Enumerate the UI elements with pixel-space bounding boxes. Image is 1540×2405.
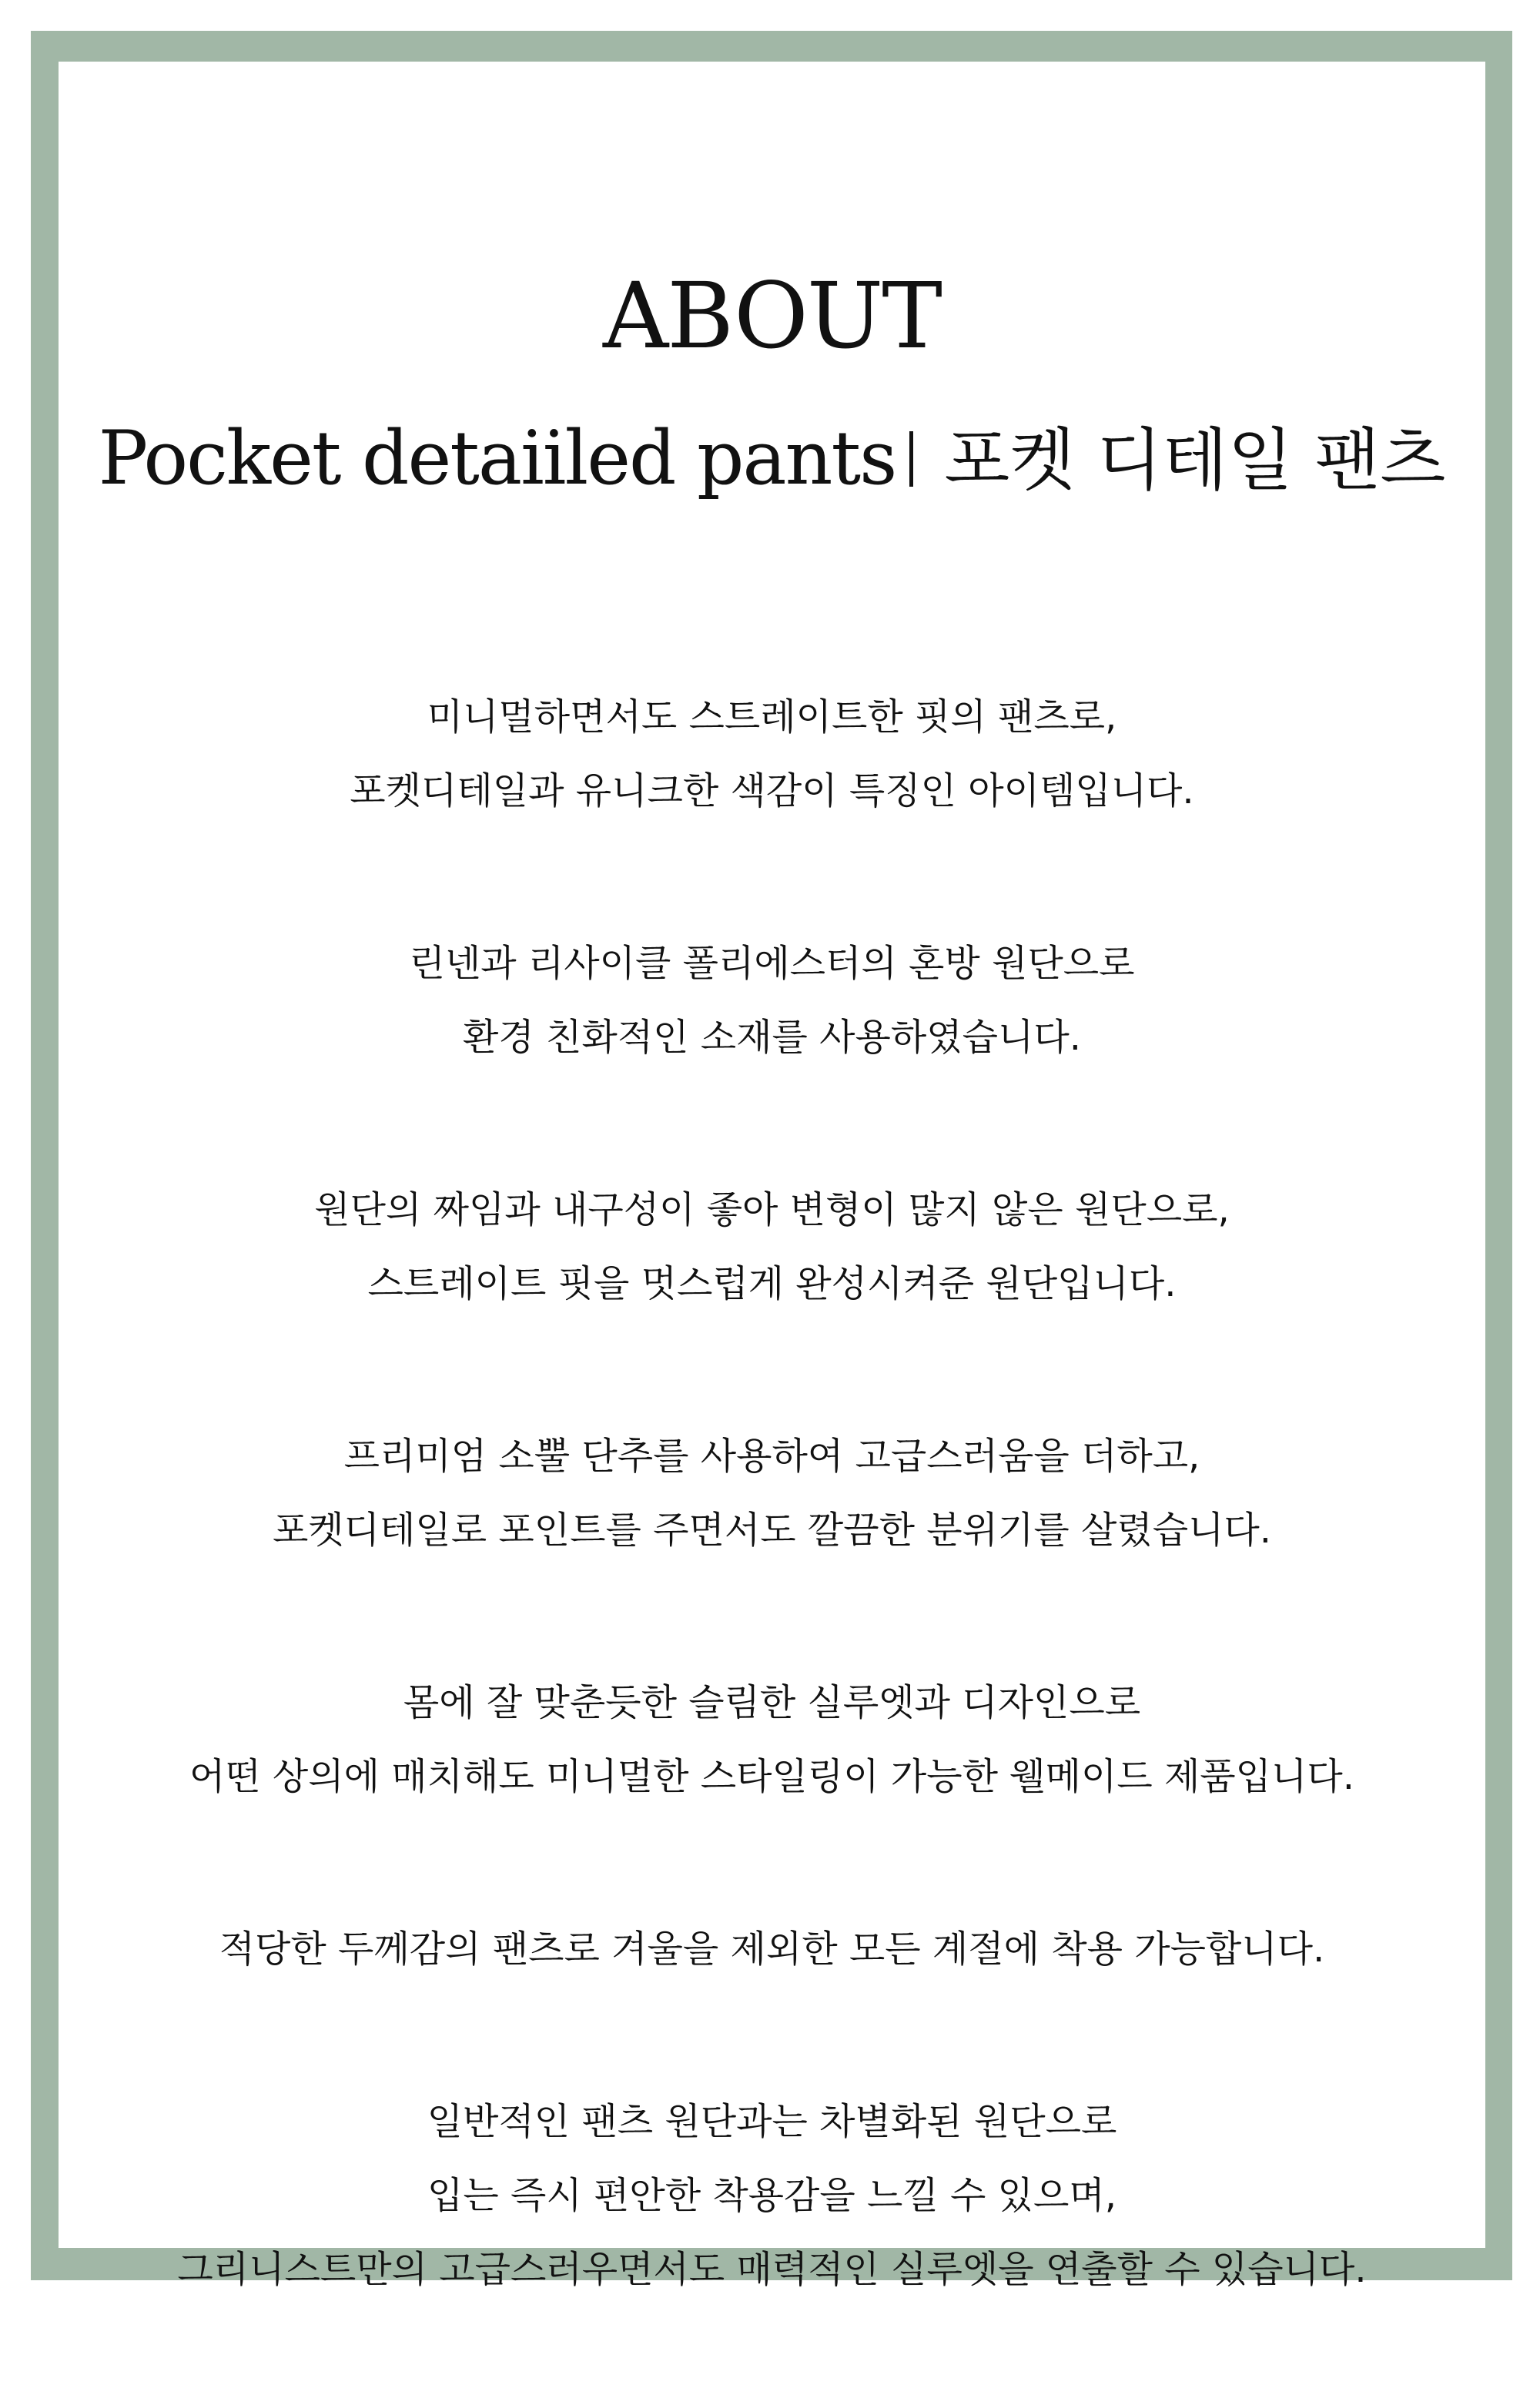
- description-line: 몸에 잘 맞춘듯한 슬림한 실루엣과 디자인으로: [403, 1681, 1141, 1724]
- description-line: 프리미엄 소뿔 단추를 사용하여 고급스러움을 더하고,: [343, 1435, 1200, 1478]
- description-paragraph: [59, 1666, 1485, 1814]
- description-line: 린넨과 리사이클 폴리에스터의 혼방 원단으로: [409, 942, 1135, 985]
- description-paragraph: [59, 1419, 1485, 1567]
- description-paragraph: [59, 1173, 1485, 1321]
- subtitle-korean: 포켓 디테일 팬츠: [944, 420, 1446, 500]
- description-line: 환경 친화적인 소재를 사용하였습니다.: [463, 1016, 1081, 1059]
- content-panel: [59, 62, 1485, 2291]
- description-line: 적당한 두께감의 팬츠로 겨울을 제외한 모든 계절에 착용 가능합니다.: [219, 1928, 1325, 1971]
- description-line: 일반적인 팬츠 원단과는 차별화된 원단으로: [427, 2100, 1117, 2143]
- page-subtitle: [59, 412, 1485, 507]
- description-line: 원단의 짜임과 내구성이 좋아 변형이 많지 않은 원단으로,: [314, 1188, 1230, 1231]
- green-frame-border: [31, 31, 1512, 2291]
- description-line: 그리니스트만의 고급스러우면서도 매력적인 실루엣을 연출할 수 있습니다.: [177, 2248, 1367, 2291]
- description-line: 어떤 상의에 매치해도 미니멀한 스타일링이 가능한 웰메이드 제품입니다.: [189, 1755, 1355, 1798]
- description-line: 미니멀하면서도 스트레이트한 핏의 팬츠로,: [427, 695, 1117, 739]
- page-title: ABOUT: [602, 263, 941, 369]
- description-line: 입는 즉시 편안한 착용감을 느낄 수 있으며,: [427, 2174, 1117, 2217]
- subtitle-english: Pocket detaiiled pants: [98, 415, 896, 501]
- description-paragraph: [59, 680, 1485, 828]
- description-line: 포켓디테일로 포인트를 주면서도 깔끔한 분위기를 살렸습니다.: [272, 1509, 1272, 1552]
- description-line: 포켓디테일과 유니크한 색감이 특징인 아이템입니다.: [350, 769, 1194, 812]
- description-paragraph: [59, 926, 1485, 1074]
- subtitle-separator: [909, 431, 913, 487]
- description-paragraph: [59, 1912, 1485, 1986]
- description-line: 스트레이트 핏을 멋스럽게 완성시켜준 원단입니다.: [367, 1262, 1177, 1305]
- description-paragraph: [59, 2085, 1485, 2306]
- description-body: [59, 680, 1485, 2405]
